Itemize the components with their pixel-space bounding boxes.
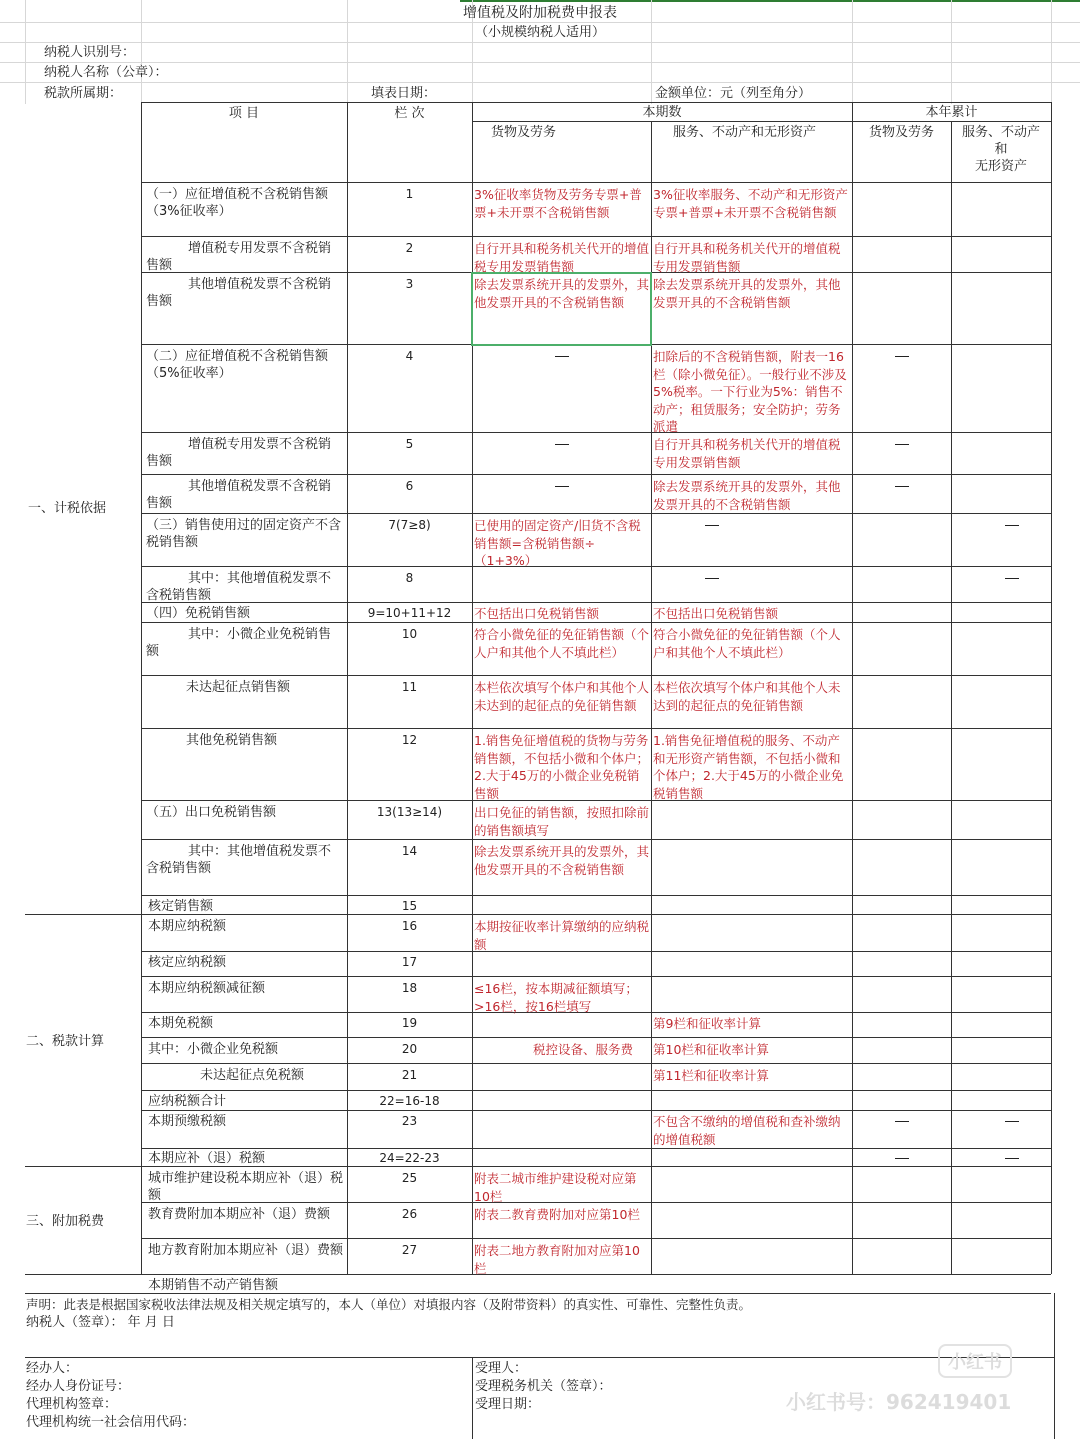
row-item-label: 增值税专用发票不含税销售额: [146, 437, 332, 469]
header-year-to-date: 本年累计: [925, 105, 978, 120]
row-goods-note: 附表二教育费附加对应第10栏: [474, 1207, 640, 1222]
header-ytd-services-2: 和: [994, 142, 1008, 157]
row-services-note: 自行开具和税务机关代开的增值税专用发票销售额: [653, 241, 841, 274]
row-goods-note: 附表二地方教育附加对应第10栏: [474, 1243, 640, 1276]
header-goods: 货物及劳务: [491, 125, 557, 140]
row-item-label: （五）出口免税销售额: [146, 805, 277, 820]
row-column-number: 6: [405, 479, 414, 493]
dash-mark: [895, 444, 909, 445]
row-item-label: 本期应补（退）税额: [148, 1151, 266, 1166]
row-column-number: 10: [401, 627, 418, 641]
row-column-number: 13(13≥14): [376, 805, 443, 819]
row-item-label: 本期应纳税额减征额: [148, 981, 266, 996]
row-item-label: 增值税专用发票不含税销售额: [146, 241, 332, 273]
header-services: 服务、不动产和无形资产: [673, 125, 817, 140]
row-item-label: 本期应纳税额: [148, 919, 227, 934]
receiving-office-label: 受理税务机关（签章）：: [475, 1379, 612, 1394]
row-column-number: 7(7≥8): [388, 518, 431, 532]
row-services-note: 除去发票系统开具的发票外，其他发票开具的不含税销售额: [653, 479, 841, 512]
row-goods-note: 3%征收率货物及劳务专票+普票+未开票不含税销售额: [474, 187, 642, 220]
row-item-label: 教育费附加本期应补（退）费额: [148, 1207, 331, 1222]
row-column-number: 2: [405, 241, 414, 255]
row-item-label: 其他免税销售额: [186, 733, 278, 748]
section-tax-basis: 一、计税依据: [28, 501, 107, 516]
dash-mark: [705, 525, 719, 526]
tax-period-label: 税款所属期：: [44, 86, 123, 101]
row-goods-note: 不包括出口免税销售额: [474, 606, 600, 621]
form-title: 增值税及附加税费申报表: [463, 5, 617, 21]
handler-label: 经办人：: [26, 1361, 79, 1376]
taxpayer-signature: 纳税人（签章）： 年 月 日: [26, 1315, 175, 1330]
row-goods-note: 除去发票系统开具的发票外，其他发票开具的不含税销售额: [474, 277, 649, 310]
row-column-number: 1: [405, 187, 414, 201]
row-item-label: （三）销售使用过的固定资产不含税销售额: [146, 518, 342, 550]
row-goods-note: 税控设备、服务费: [533, 1042, 634, 1057]
fill-date-label: 填表日期：: [371, 86, 437, 101]
row-item-label: 城市维护建设税本期应补（退）税额: [148, 1171, 343, 1203]
row-goods-note: 符合小微免征的免征销售额（个人户和其他个人不填此栏）: [474, 627, 649, 660]
dash-mark: [555, 356, 569, 357]
row-item-label: 应纳税额合计: [148, 1094, 227, 1109]
row-column-number: 16: [401, 919, 418, 933]
row-column-number: 22=16-18: [379, 1094, 440, 1108]
row-item-label: 本期免税额: [148, 1016, 214, 1031]
row-column-number: 21: [401, 1068, 418, 1082]
dash-mark: [895, 356, 909, 357]
row-column-number: 26: [401, 1207, 418, 1221]
section-surcharges: 三、附加税费: [26, 1214, 105, 1229]
row-services-note: 第9栏和征收率计算: [653, 1016, 761, 1031]
dash-mark: [1005, 578, 1019, 579]
row-services-note: 扣除后的不含税销售额，附表一16栏（除小微免征）。一般行业不涉及5%税率。一下行业为5%：销售不动产；租赁服务；安全防护；劳务派遣: [653, 349, 847, 434]
declaration-text: 声明：此表是根据国家税收法律法规及相关规定填写的，本人（单位）对填报内容（及附带资料）的真实性、可靠性、完整性负责。: [26, 1297, 752, 1312]
selected-cell-highlight: [471, 272, 652, 346]
agency-code-label: 代理机构统一社会信用代码：: [26, 1415, 196, 1430]
header-ytd-services-1: 服务、不动产: [961, 125, 1040, 140]
row-column-number: 9=10+11+12: [367, 606, 452, 620]
row-item-label: （二）应征增值税不含税销售额（5%征收率）: [146, 349, 329, 381]
row-goods-note: 本期按征收率计算缴纳的应纳税额: [474, 919, 649, 952]
row-goods-note: 已使用的固定资产/旧货不含税销售额=含税销售额÷（1+3%）: [474, 518, 641, 568]
row-column-number: 20: [401, 1042, 418, 1056]
dash-mark: [555, 486, 569, 487]
row-column-number: 5: [405, 437, 414, 451]
receiver-label: 受理人：: [475, 1361, 528, 1376]
section-tax-calculation: 二、税款计算: [26, 1034, 105, 1049]
row-item-label: 地方教育附加本期应补（退）费额: [148, 1243, 343, 1258]
row-services-note: 1.销售免征增值税的服务、不动产和无形资产销售额，不包括小微和个体户；2.大于45万的小微企业免税销售额: [653, 733, 844, 801]
taxpayer-name-label: 纳税人名称（公章）：: [44, 65, 168, 80]
row-services-note: 本栏依次填写个体户和其他个人未达到的起征点的免征销售额: [653, 680, 841, 713]
row-column-number: 14: [401, 844, 418, 858]
row-item-label: 其他增值税发票不含税销售额: [146, 277, 332, 309]
handler-id-label: 经办人身份证号：: [26, 1379, 131, 1394]
row-column-number: 15: [401, 899, 418, 913]
row-column-number: 18: [401, 981, 418, 995]
row-column-number: 3: [405, 277, 414, 291]
row-item-label: （一）应征增值税不含税销售额（3%征收率）: [146, 187, 329, 219]
row-item-label: 本期预缴税额: [148, 1114, 227, 1129]
row-item-label: 未达起征点销售额: [186, 680, 291, 695]
row-item-label: 其他增值税发票不含税销售额: [146, 479, 332, 511]
dash-mark: [895, 1121, 909, 1122]
row-column-number: 25: [401, 1171, 418, 1185]
header-ytd-services-3: 无形资产: [974, 159, 1027, 174]
row-item-label: 本期销售不动产销售额: [148, 1278, 279, 1293]
row-goods-note: 1.销售免征增值税的货物与劳务销售额，不包括小微和个体户；2.大于45万的小微企业免税销售额: [474, 733, 649, 801]
row-services-note: 第10栏和征收率计算: [653, 1042, 769, 1057]
dash-mark: [1005, 525, 1019, 526]
row-goods-note: 除去发票系统开具的发票外，其他发票开具的不含税销售额: [474, 844, 649, 877]
row-goods-note: ≤16栏，按本期减征额填写；>16栏，按16栏填写: [474, 981, 638, 1014]
row-column-number: 12: [401, 733, 418, 747]
row-item-label: 其中：小微企业免税额: [148, 1042, 279, 1057]
row-services-note: 除去发票系统开具的发票外，其他发票开具的不含税销售额: [653, 277, 841, 310]
watermark-logo: 小红书: [938, 1344, 1012, 1378]
header-item: 项 目: [228, 106, 260, 121]
row-services-note: 符合小微免征的免征销售额（个人户和其他个人不填此栏）: [653, 627, 841, 660]
form-subtitle: （小规模纳税人适用）: [474, 25, 605, 40]
row-services-note: 第11栏和征收率计算: [653, 1068, 769, 1083]
dash-mark: [1005, 1121, 1019, 1122]
dash-mark: [705, 578, 719, 579]
row-column-number: 4: [405, 349, 414, 363]
row-item-label: 未达起征点免税额: [200, 1068, 305, 1083]
dash-mark: [1005, 1158, 1019, 1159]
row-services-note: 自行开具和税务机关代开的增值税专用发票销售额: [653, 437, 841, 470]
row-item-label: 其中：其他增值税发票不含税销售额: [146, 844, 332, 876]
row-goods-note: 附表二城市维护建设税对应第10栏: [474, 1171, 637, 1204]
row-item-label: 核定销售额: [148, 899, 214, 914]
agency-seal-label: 代理机构签章：: [26, 1397, 118, 1412]
row-column-number: 19: [401, 1016, 418, 1030]
row-item-label: 其中：小微企业免税销售额: [146, 627, 332, 659]
row-goods-note: 出口免征的销售额，按照扣除前的销售额填写: [474, 805, 649, 838]
row-item-label: 其中：其他增值税发票不含税销售额: [146, 571, 332, 603]
row-column-number: 23: [401, 1114, 418, 1128]
row-column-number: 24=22-23: [379, 1151, 440, 1165]
taxpayer-id-label: 纳税人识别号：: [44, 45, 136, 60]
row-services-note: 3%征收率服务、不动产和无形资产专票+普票+未开票不含税销售额: [653, 187, 848, 220]
row-services-note: 不包含不缴纳的增值税和查补缴纳的增值税额: [653, 1114, 841, 1147]
row-services-note: 不包括出口免税销售额: [653, 606, 779, 621]
row-item-label: （四）免税销售额: [146, 606, 251, 621]
receive-date-label: 受理日期：: [475, 1397, 541, 1412]
watermark-account: 小红书号：962419401: [786, 1390, 1012, 1414]
row-column-number: 8: [405, 571, 414, 585]
row-goods-note: 本栏依次填写个体户和其他个人未达到的起征点的免征销售额: [474, 680, 649, 713]
header-current-period: 本期数: [642, 105, 682, 120]
row-item-label: 核定应纳税额: [148, 955, 227, 970]
dash-mark: [555, 444, 569, 445]
dash-mark: [895, 486, 909, 487]
dash-mark: [895, 1158, 909, 1159]
amount-unit-label: 金额单位：元（列至角分）: [655, 86, 812, 101]
row-column-number: 11: [401, 680, 418, 694]
row-column-number: 27: [401, 1243, 418, 1257]
header-ytd-goods: 货物及劳务: [868, 125, 934, 140]
row-column-number: 17: [401, 955, 418, 969]
row-goods-note: 自行开具和税务机关代开的增值税专用发票销售额: [474, 241, 649, 274]
header-column-number: 栏 次: [394, 106, 425, 121]
